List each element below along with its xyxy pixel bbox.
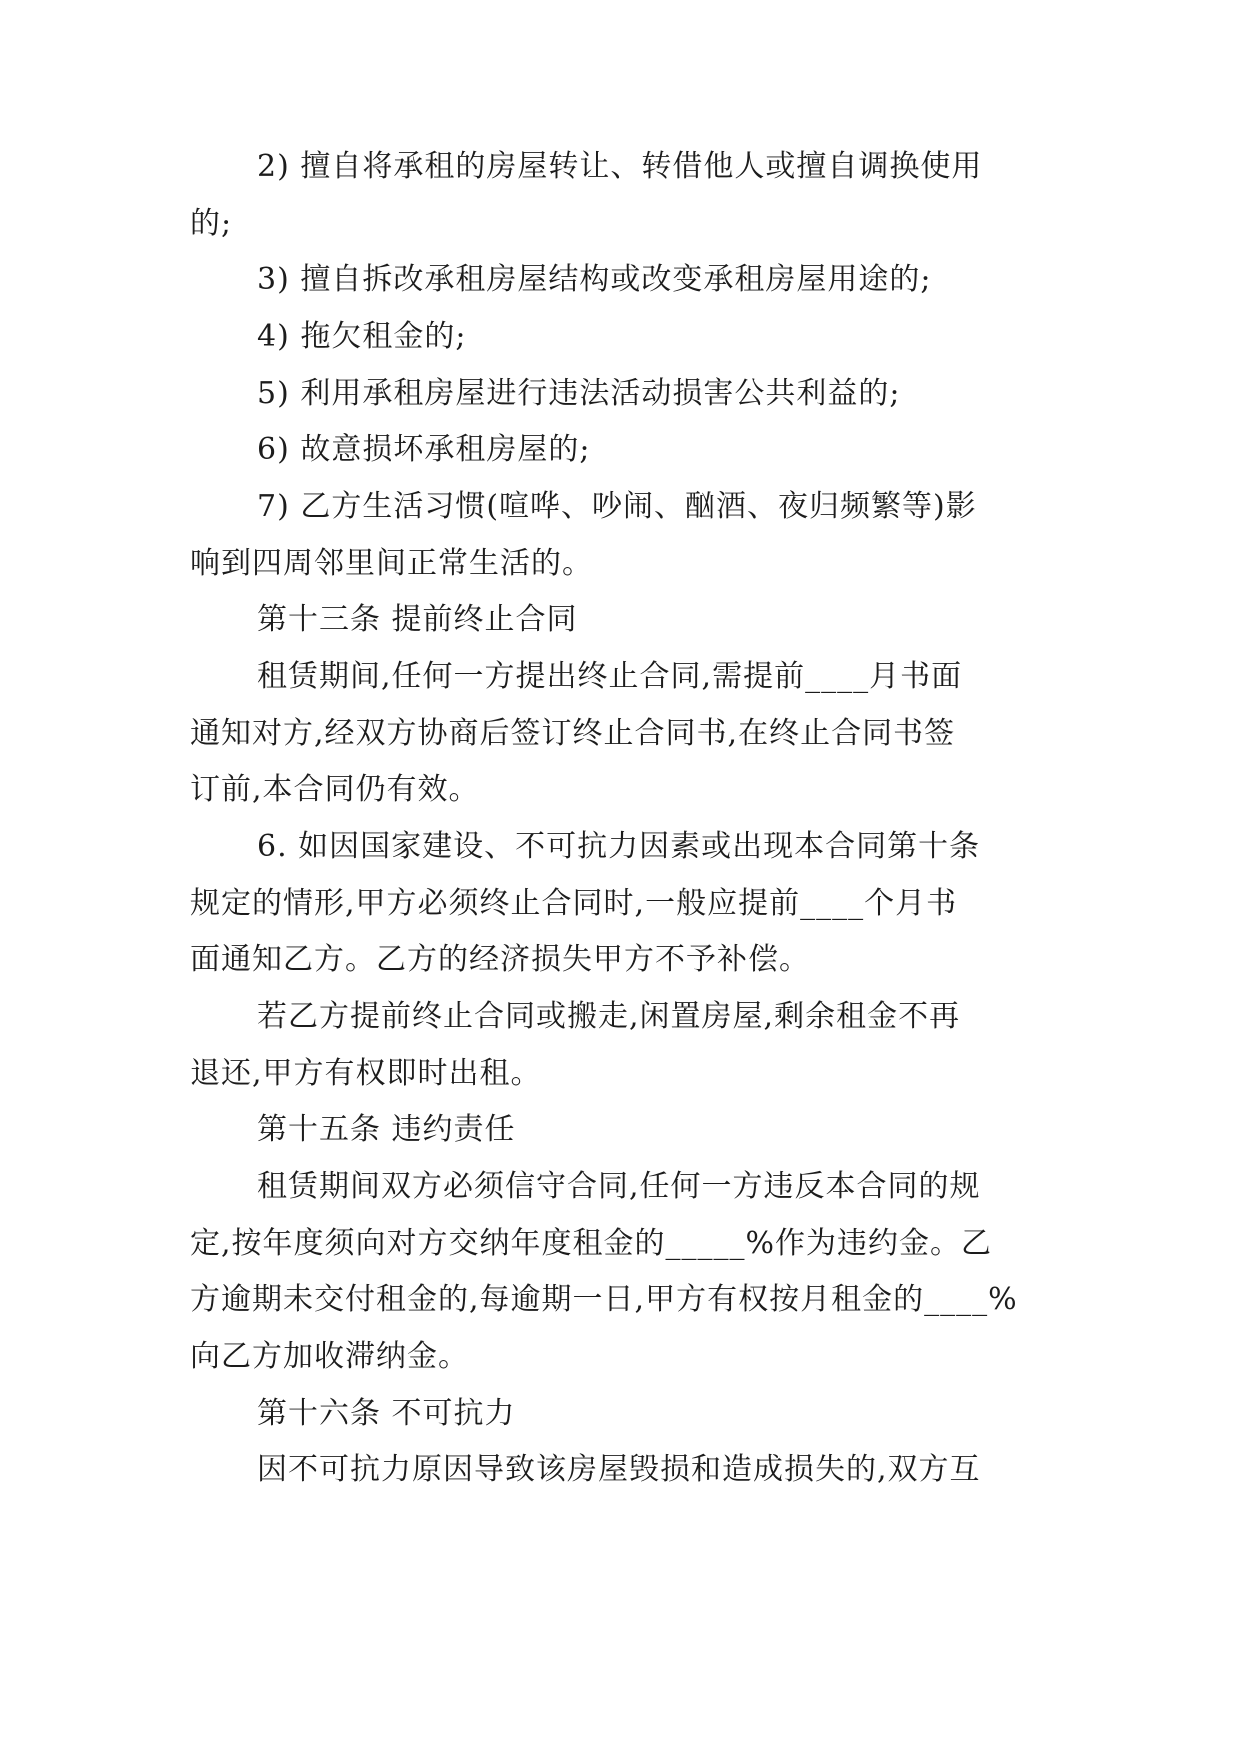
clause-item-2: 2) 擅自将承租的房屋转让、转借他人或擅自调换使用 (257, 149, 983, 184)
section-heading-15: 第十五条 违约责任 (257, 1112, 516, 1147)
paragraph-line: 定,按年度须向对方交纳年度租金的_____%作为违约金。乙 (190, 1226, 993, 1261)
clause-item-7-continuation: 响到四周邻里间正常生活的。 (190, 546, 593, 581)
paragraph-line: 退还,甲方有权即时出租。 (190, 1056, 542, 1091)
paragraph-line: 面通知乙方。乙方的经济损失甲方不予补偿。 (190, 942, 810, 977)
paragraph-line: 规定的情形,甲方必须终止合同时,一般应提前____个月书 (190, 886, 958, 921)
clause-item-7: 7) 乙方生活习惯(喧哗、吵闹、酗酒、夜归频繁等)影 (257, 489, 977, 524)
section-heading-16: 第十六条 不可抗力 (257, 1396, 516, 1431)
paragraph-line: 租赁期间,任何一方提出终止合同,需提前____月书面 (257, 659, 963, 694)
clause-item-5: 5) 利用承租房屋进行违法活动损害公共利益的; (257, 376, 901, 411)
paragraph-line: 若乙方提前终止合同或搬走,闲置房屋,剩余租金不再 (257, 999, 961, 1034)
clause-item-6: 6) 故意损坏承租房屋的; (257, 432, 591, 467)
paragraph-line: 向乙方加收滞纳金。 (190, 1339, 469, 1374)
section-heading-13: 第十三条 提前终止合同 (257, 602, 578, 637)
paragraph-line: 6. 如因国家建设、不可抗力因素或出现本合同第十条 (257, 829, 981, 864)
paragraph-line: 因不可抗力原因导致该房屋毁损和造成损失的,双方互 (257, 1452, 981, 1487)
paragraph-line: 租赁期间双方必须信守合同,任何一方违反本合同的规 (257, 1169, 981, 1204)
clause-item-4: 4) 拖欠租金的; (257, 319, 467, 354)
clause-item-2-continuation: 的; (190, 206, 233, 241)
paragraph-line: 订前,本合同仍有效。 (190, 772, 480, 807)
clause-item-3: 3) 擅自拆改承租房屋结构或改变承租房屋用途的; (257, 262, 932, 297)
paragraph-line: 通知对方,经双方协商后签订终止合同书,在终止合同书签 (190, 716, 956, 751)
paragraph-line: 方逾期未交付租金的,每逾期一日,甲方有权按月租金的____% (190, 1282, 1018, 1317)
